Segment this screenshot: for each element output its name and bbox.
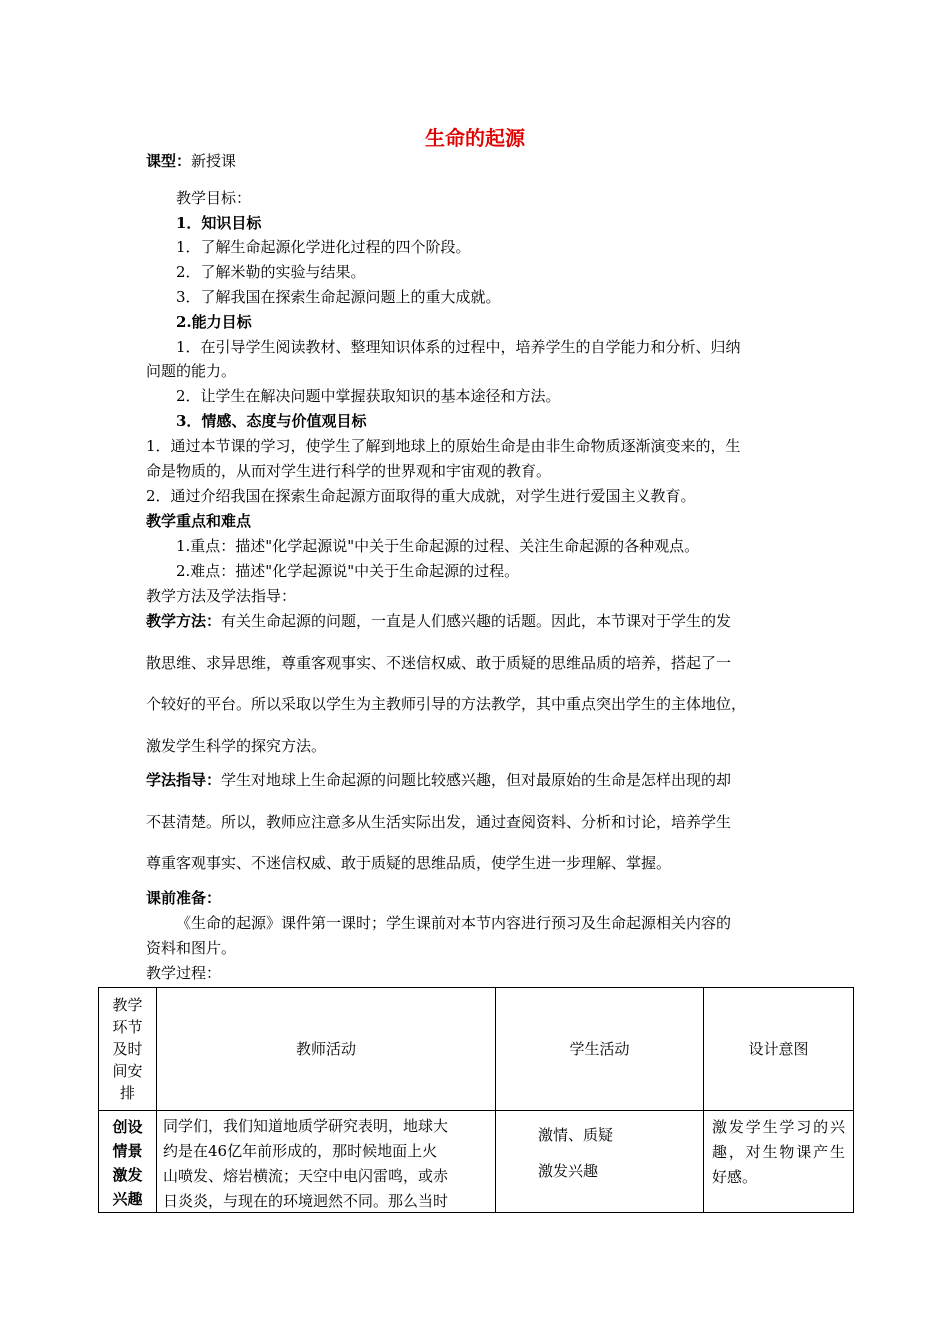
ability-goal-item: 2．让学生在解决问题中掌握获取知识的基本途径和方法。 <box>176 387 561 405</box>
teacher-activity-cell: 同学们，我们知道地质学研究表明，地球大 约是在46亿年前形成的，那时候地面上火 山喷发、熔岩横流；天空中电闪雷鸣，或赤 日炎炎，与现在的环境迥然不同。那么当时 <box>157 1111 496 1213</box>
emotion-goal-item-line: 1．通过本节课的学习，使学生了解到地球上的原始生命是由非生命物质逐渐演变来的，生 <box>146 437 741 455</box>
learning-method-line <box>146 769 731 791</box>
header-design-intent: 设计意图 <box>704 988 854 1111</box>
teaching-process-table <box>98 987 854 1213</box>
process-heading: 教学过程： <box>146 964 222 982</box>
prep-heading: 课前准备： <box>146 889 222 907</box>
teaching-method-line <box>146 610 731 632</box>
ability-goal-item-line: 问题的能力。 <box>146 362 237 380</box>
design-intent-cell: 激发学生学习的兴趣，对生物课产生好感。 <box>704 1111 854 1213</box>
key-point-focus: 1.重点：描述"化学起源说"中关于生命起源的过程、关注生命起源的各种观点。 <box>176 537 700 555</box>
knowledge-goal-heading: 1．知识目标 <box>176 214 262 232</box>
learning-method-text: 学生对地球上生命起源的问题比较感兴趣，但对最原始的生命是怎样出现的却 <box>221 771 732 789</box>
learning-method-label: 学法指导： <box>146 771 222 789</box>
header-teacher-activity: 教师活动 <box>157 988 496 1111</box>
ability-goal-heading: 2.能力目标 <box>176 313 252 331</box>
student-activity-cell: 激情、质疑 激发兴趣 <box>496 1111 704 1213</box>
knowledge-goal-item: 1．了解生命起源化学进化过程的四个阶段。 <box>176 238 471 256</box>
goals-heading: 教学目标： <box>176 189 252 207</box>
prep-line: 资料和图片。 <box>146 939 237 957</box>
ability-goal-item-line: 1．在引导学生阅读教材、整理知识体系的过程中，培养学生的自学能力和分析、归纳 <box>176 338 741 356</box>
header-stage: 教学 环节 及时 间安 排 <box>99 988 157 1111</box>
document-title: 生命的起源 <box>425 126 525 150</box>
teaching-method-line: 个较好的平台。所以采取以学生为主教师引导的方法教学，其中重点突出学生的主体地位， <box>146 695 747 713</box>
table-row <box>99 1111 854 1213</box>
methods-heading: 教学方法及学法指导： <box>146 587 297 605</box>
emotion-goal-heading: 3．情感、态度与价值观目标 <box>176 412 367 430</box>
prep-line: 《生命的起源》课件第一课时；学生课前对本节内容进行预习及生命起源相关内容的 <box>176 914 732 932</box>
key-points-heading: 教学重点和难点 <box>146 512 252 530</box>
learning-method-line: 不甚清楚。所以，教师应注意多从生活实际出发，通过查阅资料、分析和讨论，培养学生 <box>146 813 732 831</box>
knowledge-goal-item: 3．了解我国在探索生命起源问题上的重大成就。 <box>176 288 501 306</box>
emotion-goal-item: 2．通过介绍我国在探索生命起源方面取得的重大成就，对学生进行爱国主义教育。 <box>146 487 696 505</box>
header-student-activity: 学生活动 <box>496 988 704 1111</box>
learning-method-line: 尊重客观事实、不迷信权威、敢于质疑的思维品质，使学生进一步理解、掌握。 <box>146 854 672 872</box>
teaching-method-text: 有关生命起源的问题，一直是人们感兴趣的话题。因此，本节课对于学生的发 <box>221 612 732 630</box>
teaching-method-label: 教学方法： <box>146 612 222 630</box>
emotion-goal-item-line: 命是物质的，从而对学生进行科学的世界观和宇宙观的教育。 <box>146 462 552 480</box>
table-header-row <box>99 988 854 1111</box>
key-point-difficulty: 2.难点：描述"化学起源说"中关于生命起源的过程。 <box>176 562 520 580</box>
course-type-label: 课型： <box>146 152 192 170</box>
course-type-value: 新授课 <box>191 152 237 170</box>
stage-cell: 创设 情景 激发 兴趣 <box>99 1111 157 1213</box>
knowledge-goal-item: 2．了解米勒的实验与结果。 <box>176 263 366 281</box>
teaching-method-line: 激发学生科学的探究方法。 <box>146 737 327 755</box>
teaching-method-line: 散思维、求异思维，尊重客观事实、不迷信权威、敢于质疑的思维品质的培养，搭起了一 <box>146 654 732 672</box>
course-type <box>146 150 236 172</box>
